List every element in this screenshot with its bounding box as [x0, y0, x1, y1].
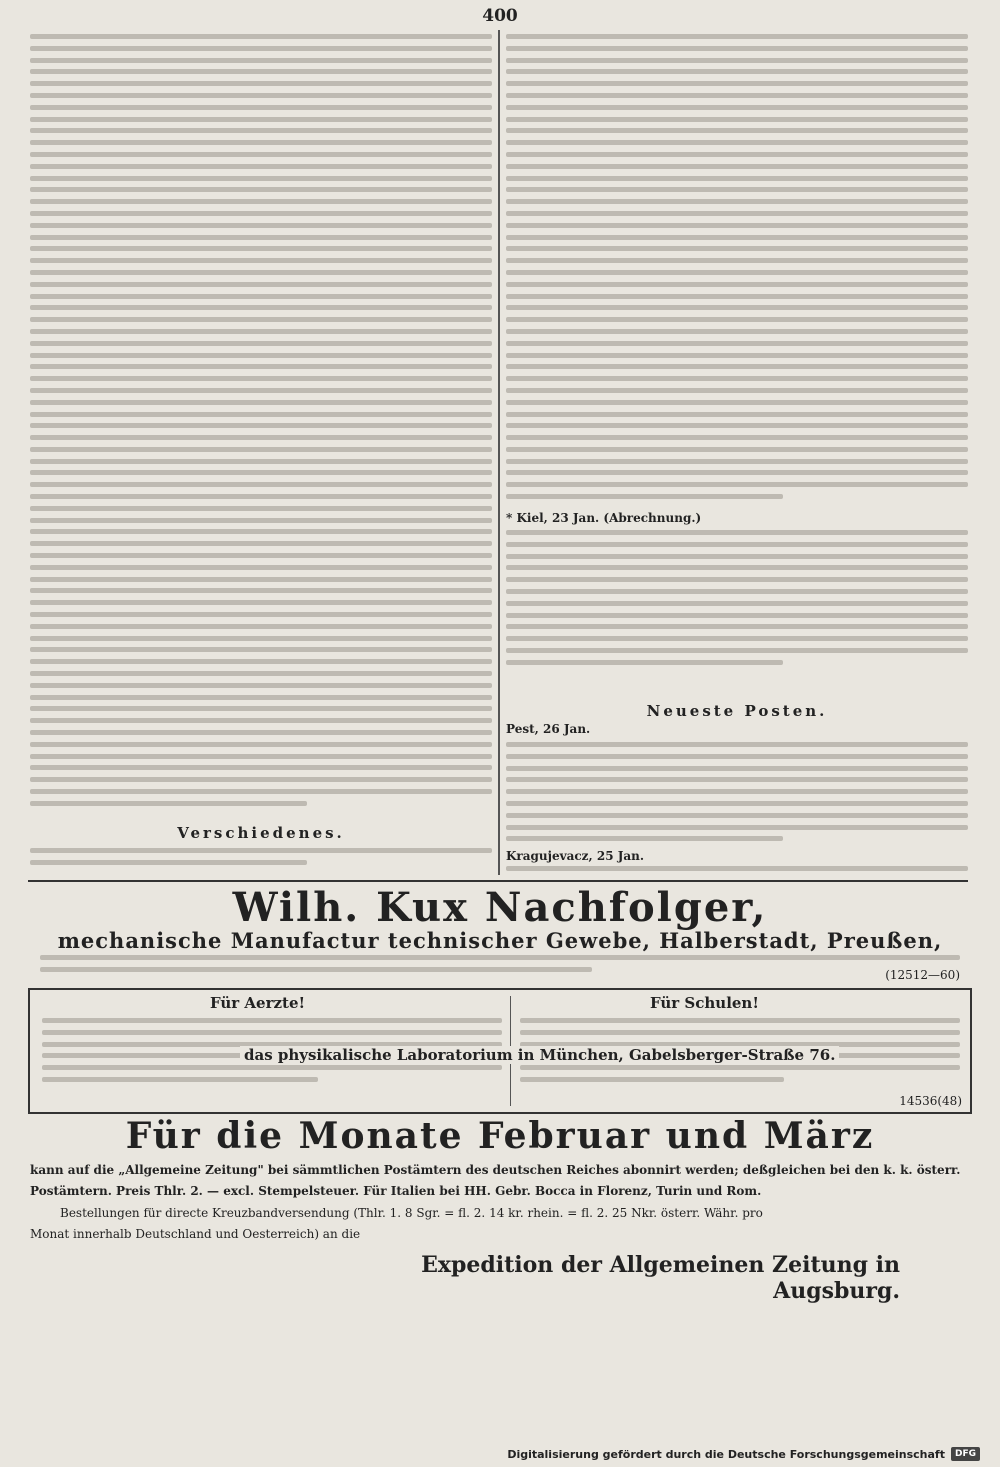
ad-box-aerzte-schulen: [28, 988, 972, 1114]
kragujevacz-text: [506, 866, 968, 871]
ad-monate-title: Für die Monate Februar und März: [125, 1115, 875, 1157]
text-line: [30, 140, 492, 145]
text-line: [30, 706, 492, 711]
text-line: [520, 1018, 960, 1023]
text-line: [30, 659, 492, 664]
dateline-pest: Pest, 26 Jan.: [506, 722, 591, 736]
text-line: [506, 813, 968, 818]
text-line: [30, 376, 492, 381]
text-line: [506, 376, 968, 381]
dfg-logo: DFG: [951, 1447, 980, 1461]
text-line: [30, 105, 492, 110]
text-line: [506, 400, 968, 405]
text-line: [30, 518, 492, 523]
text-line: [30, 341, 492, 346]
text-line: [30, 81, 492, 86]
right-column: [506, 34, 968, 499]
text-line: [30, 459, 492, 464]
text-line: [506, 435, 968, 440]
text-line: [506, 423, 968, 428]
section-verschiedenes: Verschiedenes.: [177, 824, 345, 842]
text-line: [520, 1065, 960, 1070]
text-line: [30, 117, 492, 122]
text-line: [30, 93, 492, 98]
footer-text: Digitalisierung gefördert durch die Deutsche Forschungsgemeinschaft: [507, 1447, 945, 1461]
text-line: [30, 683, 492, 688]
text-line: [506, 282, 968, 287]
text-line: [506, 589, 968, 594]
text-line: [506, 152, 968, 157]
text-line: [30, 765, 492, 770]
ad-box-ref: 14536(48): [899, 1094, 962, 1108]
footer: [507, 1447, 980, 1461]
text-line: [506, 117, 968, 122]
text-line: [30, 270, 492, 275]
text-line: [506, 223, 968, 228]
text-line: [506, 388, 968, 393]
text-line: [30, 164, 492, 169]
text-line: [520, 1077, 784, 1082]
text-line: [506, 577, 968, 582]
text-line: [506, 447, 968, 452]
text-line: [506, 482, 968, 487]
text-line: [506, 128, 968, 133]
text-line: [30, 730, 492, 735]
text-line: [30, 777, 492, 782]
text-line: [506, 565, 968, 570]
text-line: [30, 860, 307, 865]
text-line: [506, 836, 783, 841]
text-line: [506, 459, 968, 464]
text-line: [506, 789, 968, 794]
ad-kux-text: [40, 955, 960, 972]
text-line: [30, 364, 492, 369]
text-line: [506, 613, 968, 618]
ad-monate-line4: Monat innerhalb Deutschland und Oesterreich) an die: [30, 1227, 361, 1241]
text-line: [506, 353, 968, 358]
ad-kux-ref: (12512—60): [885, 968, 960, 982]
text-line: [30, 412, 492, 417]
verschiedenes-text: [30, 848, 492, 865]
text-line: [30, 647, 492, 652]
dateline-kragujevacz: Kragujevacz, 25 Jan.: [506, 849, 645, 863]
text-line: [506, 801, 968, 806]
text-line: [30, 506, 492, 511]
text-line: [506, 58, 968, 63]
text-line: [30, 494, 492, 499]
text-line: [30, 470, 492, 475]
text-line: [506, 766, 968, 771]
text-line: [30, 294, 492, 299]
text-line: [40, 967, 592, 972]
text-line: [506, 305, 968, 310]
text-line: [30, 423, 492, 428]
dateline-kiel: * Kiel, 23 Jan. (Abrechnung.): [506, 511, 702, 525]
text-line: [30, 671, 492, 676]
text-line: [506, 81, 968, 86]
text-line: [506, 660, 783, 665]
left-column: [30, 34, 492, 806]
text-line: [30, 317, 492, 322]
text-line: [30, 636, 492, 641]
text-line: [30, 187, 492, 192]
text-line: [506, 294, 968, 299]
text-line: [30, 435, 492, 440]
text-line: [506, 412, 968, 417]
text-line: [506, 329, 968, 334]
rule-above-ads: [28, 880, 968, 882]
text-line: [30, 742, 492, 747]
ad-monate-line3: Bestellungen für directe Kreuzbandversendung (Thlr. 1. 8 Sgr. = fl. 2. 14 kr. rhein. = fl. 2. 25 Nkr. österr. Währ. pro: [60, 1206, 763, 1220]
text-line: [42, 1077, 318, 1082]
column-divider: [498, 30, 500, 875]
text-line: [520, 1030, 960, 1035]
text-line: [30, 388, 492, 393]
text-line: [30, 400, 492, 405]
text-line: [506, 105, 968, 110]
text-line: [506, 140, 968, 145]
text-line: [506, 825, 968, 830]
text-line: [40, 955, 960, 960]
text-line: [30, 588, 492, 593]
text-line: [30, 223, 492, 228]
text-line: [506, 624, 968, 629]
text-line: [506, 341, 968, 346]
text-line: [506, 866, 968, 871]
text-line: [506, 542, 968, 547]
text-line: [30, 34, 492, 39]
text-line: [30, 128, 492, 133]
text-line: [42, 1018, 502, 1023]
page-number: 400: [482, 6, 518, 26]
text-line: [30, 624, 492, 629]
text-line: [506, 636, 968, 641]
text-line: [30, 529, 492, 534]
text-line: [30, 282, 492, 287]
text-line: [506, 742, 968, 747]
text-line: [506, 46, 968, 51]
pest-text: [506, 742, 968, 841]
text-line: [30, 695, 492, 700]
text-line: [30, 600, 492, 605]
text-line: [30, 553, 492, 558]
text-line: [30, 447, 492, 452]
ad-monate-line2: Postämtern. Preis Thlr. 2. — excl. Stempelsteuer. Für Italien bei HH. Gebr. Bocca in Florenz, Turin und Rom.: [30, 1184, 762, 1198]
text-line: [30, 69, 492, 74]
text-line: [30, 211, 492, 216]
text-line: [30, 754, 492, 759]
text-line: [30, 176, 492, 181]
text-line: [30, 152, 492, 157]
text-line: [506, 601, 968, 606]
text-line: [30, 305, 492, 310]
text-line: [506, 494, 783, 499]
text-line: [30, 789, 492, 794]
ad-laboratorium: das physikalische Laboratorium in München, Gabelsberger-Straße 76.: [240, 1046, 839, 1064]
text-line: [30, 46, 492, 51]
kiel-text: [506, 530, 968, 665]
text-line: [30, 612, 492, 617]
text-line: [506, 364, 968, 369]
ad-aerzte-heading: Für Aerzte!: [210, 994, 306, 1012]
text-line: [42, 1065, 502, 1070]
text-line: [30, 235, 492, 240]
ad-monate-line1: kann auf die „Allgemeine Zeitung" bei sämmtlichen Postämtern des deutschen Reiches abonnirt werden; deßgleichen bei den k. k. österr.: [30, 1163, 961, 1177]
text-line: [506, 777, 968, 782]
text-line: [506, 93, 968, 98]
text-line: [30, 246, 492, 251]
text-line: [506, 258, 968, 263]
text-line: [30, 482, 492, 487]
text-line: [506, 648, 968, 653]
section-neueste-posten: Neueste Posten.: [646, 702, 828, 720]
text-line: [30, 801, 307, 806]
text-line: [30, 58, 492, 63]
text-line: [30, 199, 492, 204]
text-line: [30, 577, 492, 582]
text-line: [30, 565, 492, 570]
text-line: [506, 34, 968, 39]
text-line: [506, 270, 968, 275]
text-line: [506, 164, 968, 169]
ad-schulen-heading: Für Schulen!: [650, 994, 759, 1012]
text-line: [30, 718, 492, 723]
text-line: [30, 541, 492, 546]
text-line: [506, 176, 968, 181]
text-line: [506, 211, 968, 216]
text-line: [506, 554, 968, 559]
ad-kux-title: Wilh. Kux Nachfolger,: [232, 884, 768, 931]
text-line: [30, 848, 492, 853]
text-line: [506, 530, 968, 535]
text-line: [506, 317, 968, 322]
text-line: [506, 235, 968, 240]
ad-kux-subtitle: mechanische Manufactur technischer Gewebe, Halberstadt, Preußen,: [57, 928, 943, 953]
text-line: [30, 258, 492, 263]
left-column-text: [30, 34, 492, 806]
text-line: [506, 199, 968, 204]
text-line: [506, 187, 968, 192]
text-line: [30, 353, 492, 358]
text-line: [506, 470, 968, 475]
ad-expedition: Expedition der Allgemeinen Zeitung in Augsburg.: [421, 1252, 900, 1304]
text-line: [506, 754, 968, 759]
text-line: [506, 246, 968, 251]
text-line: [42, 1030, 502, 1035]
text-line: [30, 329, 492, 334]
text-line: [506, 69, 968, 74]
